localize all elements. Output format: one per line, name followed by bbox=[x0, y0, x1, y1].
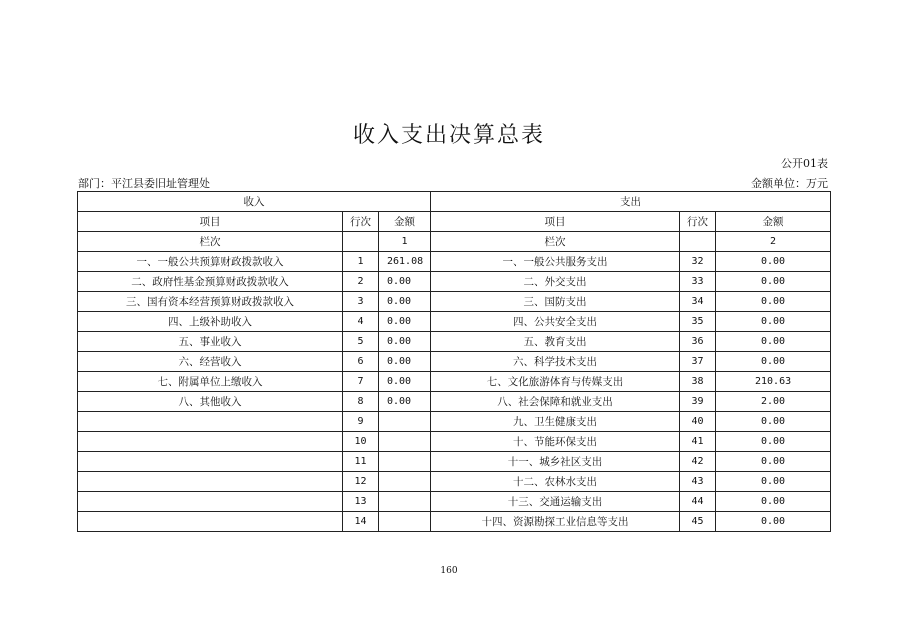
expenditure-item-header: 项目 bbox=[431, 212, 680, 232]
table-row bbox=[78, 432, 831, 452]
expenditure-amount-cell: 0.00 bbox=[716, 352, 831, 372]
income-line-cell: 12 bbox=[343, 472, 379, 492]
income-line-cell: 7 bbox=[343, 372, 379, 392]
income-item-cell bbox=[78, 452, 343, 472]
expenditure-amount-cell: 0.00 bbox=[716, 432, 831, 452]
income-line-cell: 4 bbox=[343, 312, 379, 332]
expenditure-line-cell: 34 bbox=[680, 292, 716, 312]
income-line-cell: 6 bbox=[343, 352, 379, 372]
form-code: 公开01表 bbox=[781, 157, 828, 170]
income-item-cell bbox=[78, 472, 343, 492]
income-line-cell: 8 bbox=[343, 392, 379, 412]
income-item-cell: 一、一般公共预算财政拨款收入 bbox=[78, 252, 343, 272]
expenditure-amount-header: 金额 bbox=[716, 212, 831, 232]
expenditure-item-cell: 九、卫生健康支出 bbox=[431, 412, 680, 432]
income-line-cell: 5 bbox=[343, 332, 379, 352]
expenditure-item-cell: 七、文化旅游体育与传媒支出 bbox=[431, 372, 680, 392]
expenditure-amount-cell: 0.00 bbox=[716, 412, 831, 432]
expenditure-section-header: 支出 bbox=[431, 192, 831, 212]
section-header-row bbox=[78, 192, 831, 212]
income-amount-cell: 0.00 bbox=[379, 292, 431, 312]
table-row bbox=[78, 352, 831, 372]
expenditure-line-cell: 43 bbox=[680, 472, 716, 492]
income-section-header: 收入 bbox=[78, 192, 431, 212]
table-row bbox=[78, 372, 831, 392]
column-number-row bbox=[78, 232, 831, 252]
expenditure-item-cell: 六、科学技术支出 bbox=[431, 352, 680, 372]
income-item-cell: 三、国有资本经营预算财政拨款收入 bbox=[78, 292, 343, 312]
expenditure-line-cell: 33 bbox=[680, 272, 716, 292]
expenditure-item-cell: 四、公共安全支出 bbox=[431, 312, 680, 332]
amount-unit-label: 金额单位：万元 bbox=[751, 177, 828, 190]
income-line-cell: 14 bbox=[343, 512, 379, 532]
income-amount-cell: 0.00 bbox=[379, 392, 431, 412]
income-line-cell: 9 bbox=[343, 412, 379, 432]
expenditure-amount-cell: 0.00 bbox=[716, 252, 831, 272]
expenditure-item-cell: 十一、城乡社区支出 bbox=[431, 452, 680, 472]
empty-cell bbox=[343, 232, 379, 252]
income-item-cell: 四、上级补助收入 bbox=[78, 312, 343, 332]
income-item-cell: 六、经营收入 bbox=[78, 352, 343, 372]
expenditure-amount-cell: 0.00 bbox=[716, 492, 831, 512]
expenditure-amount-cell: 0.00 bbox=[716, 292, 831, 312]
expenditure-item-cell: 二、外交支出 bbox=[431, 272, 680, 292]
income-amount-cell bbox=[379, 492, 431, 512]
expenditure-item-cell: 十二、农林水支出 bbox=[431, 472, 680, 492]
expenditure-amount-cell: 0.00 bbox=[716, 272, 831, 292]
expenditure-item-cell: 十三、交通运输支出 bbox=[431, 492, 680, 512]
income-item-cell: 五、事业收入 bbox=[78, 332, 343, 352]
income-amount-cell bbox=[379, 412, 431, 432]
expenditure-line-cell: 37 bbox=[680, 352, 716, 372]
income-line-cell: 3 bbox=[343, 292, 379, 312]
income-amount-cell: 261.08 bbox=[379, 252, 431, 272]
income-item-cell: 七、附属单位上缴收入 bbox=[78, 372, 343, 392]
income-item-header: 项目 bbox=[78, 212, 343, 232]
income-amount-cell: 0.00 bbox=[379, 312, 431, 332]
expenditure-amount-cell: 0.00 bbox=[716, 452, 831, 472]
income-amount-cell bbox=[379, 512, 431, 532]
page-number: 160 bbox=[440, 566, 458, 576]
income-item-cell: 八、其他收入 bbox=[78, 392, 343, 412]
expenditure-line-cell: 40 bbox=[680, 412, 716, 432]
income-expenditure-table bbox=[77, 191, 831, 532]
income-amount-cell bbox=[379, 432, 431, 452]
expenditure-item-cell: 十、节能环保支出 bbox=[431, 432, 680, 452]
income-amount-cell: 0.00 bbox=[379, 272, 431, 292]
department-label: 部门：平江县委旧址管理处 bbox=[78, 177, 210, 190]
expenditure-amount-cell: 210.63 bbox=[716, 372, 831, 392]
table-row bbox=[78, 472, 831, 492]
expenditure-line-cell: 35 bbox=[680, 312, 716, 332]
table-row bbox=[78, 512, 831, 532]
income-amount-cell bbox=[379, 472, 431, 492]
table-row bbox=[78, 252, 831, 272]
table-row bbox=[78, 312, 831, 332]
column-header-row bbox=[78, 212, 831, 232]
expenditure-line-cell: 36 bbox=[680, 332, 716, 352]
expenditure-item-cell: 一、一般公共服务支出 bbox=[431, 252, 680, 272]
expenditure-item-cell: 八、社会保障和就业支出 bbox=[431, 392, 680, 412]
table-row bbox=[78, 452, 831, 472]
income-line-cell: 11 bbox=[343, 452, 379, 472]
income-item-cell bbox=[78, 492, 343, 512]
expenditure-line-cell: 44 bbox=[680, 492, 716, 512]
income-amount-cell: 0.00 bbox=[379, 352, 431, 372]
table-row bbox=[78, 292, 831, 312]
income-line-cell: 10 bbox=[343, 432, 379, 452]
expenditure-amount-cell: 0.00 bbox=[716, 512, 831, 532]
page-title: 收入支出决算总表 bbox=[352, 123, 545, 148]
income-line-header: 行次 bbox=[343, 212, 379, 232]
income-column-number: 1 bbox=[379, 232, 431, 252]
table-row bbox=[78, 332, 831, 352]
income-item-cell bbox=[78, 512, 343, 532]
expenditure-item-cell: 五、教育支出 bbox=[431, 332, 680, 352]
table-row bbox=[78, 412, 831, 432]
expenditure-amount-cell: 2.00 bbox=[716, 392, 831, 412]
income-amount-cell bbox=[379, 452, 431, 472]
income-item-cell bbox=[78, 412, 343, 432]
expenditure-line-cell: 38 bbox=[680, 372, 716, 392]
income-line-cell: 2 bbox=[343, 272, 379, 292]
income-amount-header: 金额 bbox=[379, 212, 431, 232]
income-line-cell: 13 bbox=[343, 492, 379, 512]
expenditure-line-cell: 42 bbox=[680, 452, 716, 472]
expenditure-line-header: 行次 bbox=[680, 212, 716, 232]
expenditure-item-cell: 十四、资源勘探工业信息等支出 bbox=[431, 512, 680, 532]
income-amount-cell: 0.00 bbox=[379, 332, 431, 352]
income-line-cell: 1 bbox=[343, 252, 379, 272]
income-amount-cell: 0.00 bbox=[379, 372, 431, 392]
expenditure-amount-cell: 0.00 bbox=[716, 332, 831, 352]
expenditure-item-cell: 三、国防支出 bbox=[431, 292, 680, 312]
expenditure-line-cell: 45 bbox=[680, 512, 716, 532]
table-row bbox=[78, 492, 831, 512]
table-row bbox=[78, 272, 831, 292]
expenditure-line-cell: 41 bbox=[680, 432, 716, 452]
expenditure-amount-cell: 0.00 bbox=[716, 312, 831, 332]
table-row bbox=[78, 392, 831, 412]
expenditure-column-label: 栏次 bbox=[431, 232, 680, 252]
expenditure-line-cell: 32 bbox=[680, 252, 716, 272]
income-item-cell: 二、政府性基金预算财政拨款收入 bbox=[78, 272, 343, 292]
empty-cell bbox=[680, 232, 716, 252]
income-item-cell bbox=[78, 432, 343, 452]
income-column-label: 栏次 bbox=[78, 232, 343, 252]
expenditure-column-number: 2 bbox=[716, 232, 831, 252]
expenditure-line-cell: 39 bbox=[680, 392, 716, 412]
expenditure-amount-cell: 0.00 bbox=[716, 472, 831, 492]
